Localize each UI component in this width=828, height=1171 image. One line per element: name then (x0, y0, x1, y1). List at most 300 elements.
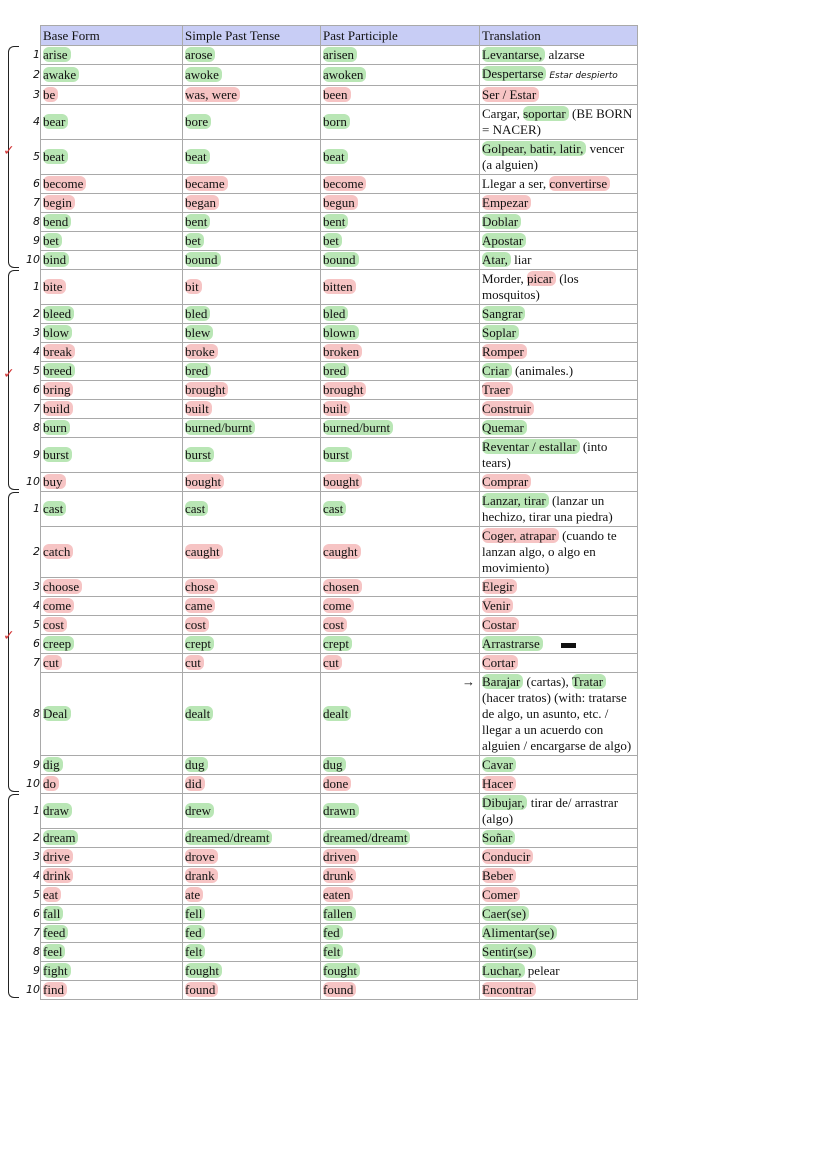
row-number: 4 (33, 344, 40, 358)
verb-form: bite (43, 279, 66, 294)
table-row (41, 794, 638, 829)
verb-form: bred (185, 363, 211, 378)
verb-form: beat (43, 149, 68, 164)
past-participle-cell (321, 305, 480, 324)
simple-past-cell (183, 324, 321, 343)
translation-cell (480, 924, 638, 943)
past-participle-cell (321, 175, 480, 194)
base-form-cell (41, 175, 183, 194)
verb-form: broken (323, 344, 362, 359)
translation-text: Soplar (482, 325, 519, 340)
verb-form: buy (43, 474, 66, 489)
translation-text: Barajar (482, 674, 523, 689)
past-participle-cell (321, 848, 480, 867)
past-participle-cell (321, 140, 480, 175)
verb-form: came (185, 598, 215, 613)
verb-form: been (323, 87, 351, 102)
table-row (41, 362, 638, 381)
simple-past-cell (183, 400, 321, 419)
verb-form: Deal (43, 706, 71, 721)
past-participle-cell (321, 635, 480, 654)
past-participle-cell (321, 105, 480, 140)
simple-past-cell (183, 419, 321, 438)
translation-text: Reventar / estallar (482, 439, 580, 454)
translation-text: Cargar, (482, 106, 524, 121)
translation-text: (cuando te lanzan algo, o algo en movimiento) (482, 528, 617, 575)
table-row (41, 270, 638, 305)
past-participle-cell (321, 673, 480, 756)
past-participle-cell (321, 943, 480, 962)
row-number: 9 (33, 757, 40, 771)
header-row (41, 26, 638, 46)
simple-past-cell (183, 654, 321, 673)
past-participle-cell (321, 905, 480, 924)
translation-text: Apostar (482, 233, 526, 248)
simple-past-cell (183, 343, 321, 362)
simple-past-cell (183, 794, 321, 829)
verb-form: chosen (323, 579, 362, 594)
verb-form: awake (43, 67, 79, 82)
verb-form: dug (323, 757, 346, 772)
table-row (41, 756, 638, 775)
base-form-cell (41, 794, 183, 829)
simple-past-cell (183, 635, 321, 654)
past-participle-cell (321, 473, 480, 492)
translation-text: (into tears) (482, 439, 608, 470)
translation-cell (480, 943, 638, 962)
translation-text: Coger, atrapar (482, 528, 559, 543)
translation-text: (los mosquitos) (482, 271, 579, 302)
translation-cell (480, 381, 638, 400)
translation-cell (480, 635, 638, 654)
verb-form: drive (43, 849, 73, 864)
past-participle-cell (321, 270, 480, 305)
verb-form: began (185, 195, 219, 210)
verb-form: choose (43, 579, 82, 594)
translation-cell (480, 105, 638, 140)
past-participle-cell (321, 794, 480, 829)
simple-past-cell (183, 578, 321, 597)
translation-text: Elegir (482, 579, 517, 594)
simple-past-cell (183, 194, 321, 213)
simple-past-cell (183, 756, 321, 775)
verb-form: fall (43, 906, 63, 921)
table-row (41, 527, 638, 578)
past-participle-cell (321, 962, 480, 981)
translation-text: soportar (523, 106, 569, 121)
translation-cell (480, 794, 638, 829)
past-participle-cell (321, 924, 480, 943)
translation-text: Conducir (482, 849, 533, 864)
row-number: 6 (33, 906, 40, 920)
verb-form: beat (323, 149, 348, 164)
verb-form: do (43, 776, 59, 791)
translation-text: Lanzar, tirar (482, 493, 549, 508)
simple-past-cell (183, 381, 321, 400)
translation-cell (480, 848, 638, 867)
verb-form: feel (43, 944, 65, 959)
translation-text: Hacer (482, 776, 516, 791)
translation-text: Quemar (482, 420, 527, 435)
base-form-cell (41, 270, 183, 305)
simple-past-cell (183, 981, 321, 1000)
verb-form: bought (323, 474, 362, 489)
verb-form: become (323, 176, 366, 191)
table-row (41, 140, 638, 175)
simple-past-cell (183, 232, 321, 251)
verb-form: beat (185, 149, 210, 164)
base-form-cell (41, 343, 183, 362)
translation-text: Beber (482, 868, 516, 883)
verb-form: come (43, 598, 74, 613)
table-row (41, 597, 638, 616)
row-number: 1 (33, 803, 40, 817)
verb-form: be (43, 87, 58, 102)
verb-form: blown (323, 325, 359, 340)
row-number: 10 (26, 252, 40, 266)
table-row (41, 251, 638, 270)
translation-text: Costar (482, 617, 519, 632)
base-form-cell (41, 473, 183, 492)
verb-form: built (323, 401, 350, 416)
verb-form: drove (185, 849, 218, 864)
past-participle-cell (321, 527, 480, 578)
base-form-cell (41, 251, 183, 270)
base-form-cell (41, 924, 183, 943)
base-form-cell (41, 886, 183, 905)
table-row (41, 324, 638, 343)
translation-cell (480, 756, 638, 775)
table-body (41, 46, 638, 1000)
translation-text: Sangrar (482, 306, 525, 321)
base-form-cell (41, 400, 183, 419)
translation-text: Cortar (482, 655, 518, 670)
verb-form: burst (323, 447, 352, 462)
verb-form: blew (185, 325, 213, 340)
past-participle-cell (321, 324, 480, 343)
translation-cell (480, 232, 638, 251)
table-row (41, 194, 638, 213)
base-form-cell (41, 775, 183, 794)
row-number: 9 (33, 447, 40, 461)
verb-form: felt (185, 944, 205, 959)
translation-cell (480, 419, 638, 438)
verb-form: bleed (43, 306, 74, 321)
verb-form: cast (43, 501, 66, 516)
verb-sheet (40, 25, 637, 1000)
table-row (41, 981, 638, 1000)
base-form-cell (41, 616, 183, 635)
simple-past-cell (183, 616, 321, 635)
table-row (41, 232, 638, 251)
simple-past-cell (183, 270, 321, 305)
translation-cell (480, 400, 638, 419)
past-participle-cell (321, 381, 480, 400)
verb-form: found (185, 982, 218, 997)
verb-form: fed (185, 925, 205, 940)
verb-form: burned/burnt (185, 420, 255, 435)
translation-text: Llegar a ser, (482, 176, 550, 191)
table-row (41, 65, 638, 86)
table-row (41, 962, 638, 981)
table-row (41, 86, 638, 105)
table-row (41, 578, 638, 597)
translation-cell (480, 324, 638, 343)
simple-past-cell (183, 962, 321, 981)
translation-text: Traer (482, 382, 513, 397)
translation-text: Golpear, batir, latir, (482, 141, 586, 156)
base-form-cell (41, 829, 183, 848)
verb-form: cost (43, 617, 67, 632)
past-participle-cell (321, 886, 480, 905)
simple-past-cell (183, 251, 321, 270)
base-form-cell (41, 46, 183, 65)
simple-past-cell (183, 867, 321, 886)
row-number: 6 (33, 176, 40, 190)
row-number: 4 (33, 114, 40, 128)
base-form-cell (41, 305, 183, 324)
base-form-cell (41, 756, 183, 775)
table-row (41, 848, 638, 867)
base-form-cell (41, 597, 183, 616)
translation-cell (480, 473, 638, 492)
verb-form: brought (185, 382, 228, 397)
table-row (41, 924, 638, 943)
verb-form: come (323, 598, 354, 613)
group-bracket (8, 794, 19, 998)
translation-cell (480, 86, 638, 105)
row-number: 10 (26, 474, 40, 488)
translation-text: Sentir(se) (482, 944, 536, 959)
verb-form: arisen (323, 47, 357, 62)
simple-past-cell (183, 140, 321, 175)
verb-form: begin (43, 195, 75, 210)
simple-past-cell (183, 213, 321, 232)
translation-cell (480, 597, 638, 616)
arrow-icon: → (462, 674, 475, 689)
verb-form: done (323, 776, 351, 791)
verb-form: cut (43, 655, 62, 670)
verb-form: drew (185, 803, 214, 818)
irregular-verbs-table (40, 25, 638, 1000)
verb-form: chose (185, 579, 218, 594)
translation-cell (480, 492, 638, 527)
base-form-cell (41, 492, 183, 527)
past-participle-cell (321, 232, 480, 251)
table-row (41, 635, 638, 654)
translation-text: liar (510, 252, 532, 267)
verb-form: crept (185, 636, 214, 651)
table-row (41, 654, 638, 673)
row-number: 2 (33, 830, 40, 844)
base-form-cell (41, 232, 183, 251)
verb-form: cast (323, 501, 346, 516)
verb-form: draw (43, 803, 72, 818)
row-number: 6 (33, 636, 40, 650)
translation-text: Construir (482, 401, 534, 416)
translation-cell (480, 962, 638, 981)
translation-text: vencer (a alguien) (482, 141, 625, 172)
verb-form: fought (185, 963, 222, 978)
translation-text: (BE BORN = NACER) (482, 106, 633, 137)
verb-form: begun (323, 195, 358, 210)
row-number: 5 (33, 617, 40, 631)
verb-form: breed (43, 363, 75, 378)
verb-form: burst (185, 447, 214, 462)
verb-form: bent (185, 214, 210, 229)
handwritten-margin (0, 0, 40, 1171)
translation-cell (480, 140, 638, 175)
base-form-cell (41, 105, 183, 140)
row-number: 7 (33, 655, 40, 669)
past-participle-cell (321, 46, 480, 65)
simple-past-cell (183, 924, 321, 943)
translation-text: Empezar (482, 195, 531, 210)
past-participle-cell (321, 578, 480, 597)
translation-cell (480, 175, 638, 194)
translation-text: (hacer tratos) (with: tratarse de algo, un asunto, etc. / llegar a un acuerdo con alguien / encargarse de algo) (482, 690, 632, 753)
simple-past-cell (183, 597, 321, 616)
base-form-cell (41, 867, 183, 886)
simple-past-cell (183, 105, 321, 140)
simple-past-cell (183, 86, 321, 105)
verb-form: drank (185, 868, 218, 883)
verb-form: find (43, 982, 67, 997)
row-number: 8 (33, 420, 40, 434)
verb-form: eat (43, 887, 61, 902)
verb-form: dealt (323, 706, 351, 721)
header-past-participle: Past Participle (321, 26, 480, 46)
translation-cell (480, 305, 638, 324)
row-number: 3 (33, 87, 40, 101)
row-number: 7 (33, 925, 40, 939)
translation-cell (480, 905, 638, 924)
base-form-cell (41, 438, 183, 473)
translation-cell (480, 829, 638, 848)
base-form-cell (41, 362, 183, 381)
translation-text: Encontrar (482, 982, 536, 997)
base-form-cell (41, 578, 183, 597)
translation-text: Tratar (572, 674, 606, 689)
verb-form: driven (323, 849, 359, 864)
verb-form: bet (43, 233, 62, 248)
translation-cell (480, 46, 638, 65)
translation-cell (480, 65, 638, 86)
verb-form: bet (185, 233, 204, 248)
translation-cell (480, 213, 638, 232)
row-number: 2 (33, 67, 40, 81)
base-form-cell (41, 635, 183, 654)
verb-form: was, were (185, 87, 240, 102)
verb-form: cost (185, 617, 209, 632)
verb-form: born (323, 114, 350, 129)
simple-past-cell (183, 175, 321, 194)
verb-form: bore (185, 114, 211, 129)
translation-text: Ser / Estar (482, 87, 539, 102)
table-row (41, 105, 638, 140)
verb-form: bring (43, 382, 73, 397)
translation-text: pelear (524, 963, 560, 978)
past-participle-cell (321, 438, 480, 473)
verb-form: fed (323, 925, 343, 940)
base-form-cell (41, 654, 183, 673)
table-row (41, 343, 638, 362)
verb-form: dream (43, 830, 78, 845)
past-participle-cell (321, 86, 480, 105)
translation-cell (480, 654, 638, 673)
row-number: 5 (33, 363, 40, 377)
verb-form: blow (43, 325, 72, 340)
table-row (41, 943, 638, 962)
past-participle-cell (321, 775, 480, 794)
verb-form: break (43, 344, 75, 359)
verb-form: bred (323, 363, 349, 378)
verb-form: bent (323, 214, 348, 229)
table-row (41, 438, 638, 473)
verb-form: arose (185, 47, 215, 62)
base-form-cell (41, 962, 183, 981)
table-row (41, 886, 638, 905)
verb-form: burn (43, 420, 70, 435)
past-participle-cell (321, 251, 480, 270)
verb-form: bind (43, 252, 69, 267)
translation-text: Dibujar, (482, 795, 527, 810)
row-number: 6 (33, 382, 40, 396)
verb-form: found (323, 982, 356, 997)
translation-text: Comprar (482, 474, 531, 489)
translation-text: Doblar (482, 214, 521, 229)
translation-text: picar (527, 271, 556, 286)
translation-cell (480, 194, 638, 213)
row-number: 2 (33, 544, 40, 558)
check-icon: ✓ (3, 143, 15, 159)
verb-form: bought (185, 474, 224, 489)
translation-text: Comer (482, 887, 520, 902)
translation-cell (480, 616, 638, 635)
row-number: 8 (33, 706, 40, 720)
past-participle-cell (321, 65, 480, 86)
base-form-cell (41, 905, 183, 924)
row-number: 7 (33, 401, 40, 415)
verb-form: feed (43, 925, 68, 940)
translation-cell (480, 343, 638, 362)
verb-form: broke (185, 344, 218, 359)
verb-form: felt (323, 944, 343, 959)
translation-text: Caer(se) (482, 906, 529, 921)
table-row (41, 867, 638, 886)
table-row (41, 213, 638, 232)
translation-cell (480, 775, 638, 794)
verb-form: ate (185, 887, 203, 902)
verb-form: dreamed/dreamt (323, 830, 410, 845)
check-icon: ✓ (3, 366, 15, 382)
verb-form: eaten (323, 887, 353, 902)
verb-form: crept (323, 636, 352, 651)
verb-form: caught (185, 544, 223, 559)
table-row (41, 381, 638, 400)
translation-text: Venir (482, 598, 513, 613)
table-row (41, 775, 638, 794)
translation-text: (animales.) (511, 363, 574, 378)
verb-form: bit (185, 279, 202, 294)
verb-form: cost (323, 617, 347, 632)
verb-form: dig (43, 757, 63, 772)
translation-text: tirar de/ arrastrar (algo) (482, 795, 619, 826)
header-simple-past: Simple Past Tense (183, 26, 321, 46)
translation-text: alzarse (545, 47, 585, 62)
translation-text: (lanzar un hechizo, tirar una piedra) (482, 493, 613, 524)
base-form-cell (41, 213, 183, 232)
